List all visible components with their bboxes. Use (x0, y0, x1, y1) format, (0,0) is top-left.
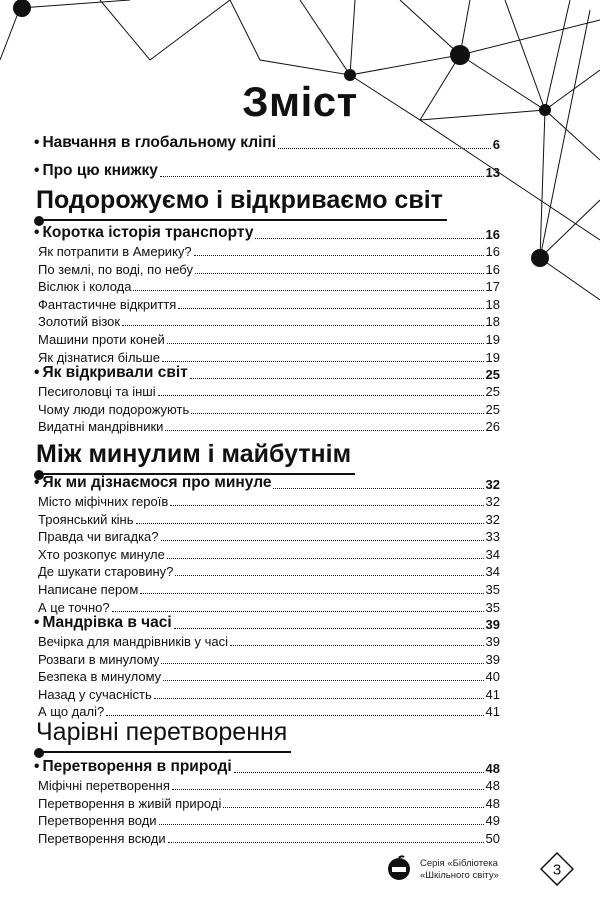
dot-leader (112, 611, 484, 612)
page-number: 50 (485, 830, 500, 846)
page-number: 48 (485, 795, 500, 811)
page-number: 19 (485, 349, 500, 365)
entry-title: Чому люди подорожують (38, 401, 190, 417)
entry-title: Хто розкопує минуле (38, 546, 165, 562)
dot-leader (278, 148, 491, 149)
toc-entry-item[interactable] (22, 244, 500, 259)
dot-leader (170, 505, 483, 506)
toc-entry-item[interactable] (22, 314, 500, 329)
entry-title: Як дізнатися більше (38, 349, 160, 365)
page-number: 25 (485, 401, 500, 417)
page-number: 32 (485, 511, 500, 527)
bullet-icon: • (34, 614, 40, 631)
toc-entry-intro[interactable] (22, 134, 500, 152)
entry-title: Правда чи вигадка? (38, 529, 159, 545)
dot-leader (175, 575, 483, 576)
entry-title: Троянський кінь (38, 511, 134, 527)
dot-leader (159, 824, 484, 825)
page-number: 40 (485, 669, 500, 685)
dot-leader (161, 540, 484, 541)
toc-entry-item[interactable] (22, 494, 500, 509)
dot-leader (167, 558, 484, 559)
entry-title: Перетворення води (38, 813, 157, 829)
dot-leader (106, 715, 483, 716)
page-number: 18 (485, 296, 500, 312)
page-number: 13 (485, 165, 500, 180)
page-number: 48 (485, 761, 500, 776)
bullet-icon: • (34, 134, 40, 151)
series-caption (420, 858, 499, 882)
entry-title: Написане пером (38, 582, 139, 597)
page-number: 17 (485, 279, 500, 295)
page-number: 39 (485, 651, 500, 667)
page-number-badge (540, 852, 574, 886)
entry-title: Навчання в глобальному кліпі (42, 134, 277, 151)
dot-leader (160, 176, 484, 177)
entry-title: Мандрівка в часі (42, 614, 172, 631)
page-number: 19 (485, 332, 500, 347)
toc-entry-item[interactable] (22, 350, 500, 365)
toc-entry-item[interactable] (22, 669, 500, 684)
entry-title: Перетворення в живій природі (38, 795, 222, 811)
page-number: 25 (485, 367, 500, 382)
dot-leader (190, 378, 484, 379)
toc-entry-item[interactable] (22, 796, 500, 811)
toc-entry-item[interactable] (22, 262, 500, 277)
section-title: Подорожуємо і відкриваємо світ (36, 186, 443, 214)
dot-leader (195, 273, 484, 274)
page-number: 6 (492, 137, 500, 152)
section-underline (36, 219, 447, 221)
toc-entry-intro[interactable] (22, 162, 500, 180)
entry-title: Міфічні перетворення (38, 778, 170, 793)
toc-entry-item[interactable] (22, 652, 500, 667)
page-number: 3 (552, 861, 562, 879)
entry-title: Де шукати старовину? (38, 564, 174, 580)
dot-leader (165, 430, 483, 431)
entry-title: Як потрапити в Америку? (38, 244, 192, 259)
toc-entry-chapter[interactable] (22, 614, 500, 632)
page-number: 25 (485, 384, 500, 399)
toc-entry-item[interactable] (22, 564, 500, 579)
entry-title: Песиголовці та інші (38, 384, 156, 399)
toc-entry-item[interactable] (22, 529, 500, 544)
entry-title: Розваги в минулому (38, 651, 160, 667)
entry-title: Назад у сучасність (38, 686, 152, 702)
entry-title: Як відкривали світ (42, 364, 188, 381)
page-number: 48 (485, 778, 500, 793)
bullet-icon: • (34, 474, 40, 491)
entry-title: Місто міфічних героїв (38, 494, 169, 509)
dot-leader (230, 645, 484, 646)
dot-leader (163, 680, 483, 681)
page-number: 18 (485, 314, 500, 330)
toc-entry-chapter[interactable] (22, 364, 500, 382)
entry-title: Золотий візок (38, 314, 121, 330)
page-number: 16 (485, 244, 500, 259)
table-of-contents (22, 0, 500, 910)
section-dot-icon (34, 748, 44, 758)
page-number: 35 (485, 582, 500, 597)
dot-leader (136, 523, 484, 524)
bullet-icon: • (34, 224, 40, 241)
page-number: 16 (485, 261, 500, 277)
section-heading[interactable] (36, 186, 443, 215)
page-number: 41 (485, 704, 500, 720)
toc-entry-item[interactable] (22, 402, 500, 417)
page-title: Зміст (242, 78, 358, 125)
dot-leader (234, 772, 484, 773)
entry-title: Машини проти коней (38, 332, 165, 347)
dot-leader (174, 628, 484, 629)
entry-title: Безпека в минулому (38, 669, 162, 685)
toc-entry-item[interactable] (22, 279, 500, 294)
page-number: 49 (485, 813, 500, 829)
dot-leader (158, 395, 484, 396)
section-underline (36, 751, 291, 753)
dot-leader (133, 290, 483, 291)
toc-entry-item[interactable] (22, 547, 500, 562)
toc-entry-item[interactable] (22, 297, 500, 312)
dot-leader (178, 308, 483, 309)
entry-title: А це точно? (38, 599, 110, 615)
page-number: 26 (485, 419, 500, 435)
toc-entry-item[interactable] (22, 332, 500, 347)
entry-title: Фантастичне відкриття (38, 296, 177, 312)
toc-entry-item[interactable] (22, 687, 500, 702)
bullet-icon: • (34, 162, 40, 179)
page-number: 39 (485, 634, 500, 649)
dot-leader (122, 325, 483, 326)
page-number: 39 (485, 617, 500, 632)
section-heading[interactable] (36, 440, 351, 469)
section-heading[interactable] (36, 718, 287, 747)
toc-entry-item[interactable] (22, 831, 500, 846)
series-line-2: «Шкільного світу» (420, 870, 499, 881)
dot-leader (140, 593, 483, 594)
dot-leader (273, 488, 483, 489)
dot-leader (162, 361, 484, 362)
section-title: Між минулим і майбутнім (36, 440, 352, 468)
toc-entry-item[interactable] (22, 778, 500, 793)
page-number: 32 (485, 494, 500, 509)
toc-entry-chapter[interactable] (22, 224, 500, 242)
dot-leader (191, 413, 483, 414)
dot-leader (194, 255, 484, 256)
dot-leader (255, 238, 483, 239)
page-number: 35 (485, 599, 500, 615)
page-number: 34 (485, 546, 500, 562)
dot-leader (172, 789, 484, 790)
entry-title: Вечірка для мандрівників у часі (38, 634, 228, 649)
toc-entry-item[interactable] (22, 582, 500, 597)
page-number: 16 (485, 227, 500, 242)
toc-entry-item[interactable] (22, 600, 500, 615)
toc-entry-chapter[interactable] (22, 758, 500, 776)
entry-title: Перетворення всюди (38, 830, 166, 846)
entry-title: Видатні мандрівники (38, 419, 164, 435)
entry-title: А що далі? (38, 704, 105, 720)
toc-entry-item[interactable] (22, 384, 500, 399)
page-number: 34 (485, 564, 500, 580)
dot-leader (223, 807, 483, 808)
series-line-1: Серія «Бібліотека (420, 858, 498, 869)
entry-title: Як ми дізнаємося про минуле (42, 474, 272, 491)
toc-entry-item[interactable] (22, 634, 500, 649)
section-title: Чарівні перетворення (36, 718, 288, 746)
dot-leader (154, 698, 484, 699)
entry-title: Про цю книжку (42, 162, 158, 179)
entry-title: Віслюк і колода (38, 279, 132, 295)
entry-title: По землі, по воді, по небу (38, 261, 193, 277)
page-number: 33 (485, 529, 500, 545)
entry-title: Перетворення в природі (42, 758, 232, 775)
dot-leader (161, 663, 483, 664)
entry-title: Коротка історія транспорту (42, 224, 254, 241)
bullet-icon: • (34, 758, 40, 775)
dot-leader (167, 343, 484, 344)
toc-entry-item[interactable] (22, 419, 500, 434)
page-number: 41 (485, 686, 500, 702)
toc-entry-chapter[interactable] (22, 474, 500, 492)
toc-entry-item[interactable] (22, 512, 500, 527)
bullet-icon: • (34, 364, 40, 381)
publisher-logo-icon (386, 855, 412, 881)
dot-leader (168, 842, 484, 843)
toc-entry-item[interactable] (22, 813, 500, 828)
page-number: 32 (485, 477, 500, 492)
